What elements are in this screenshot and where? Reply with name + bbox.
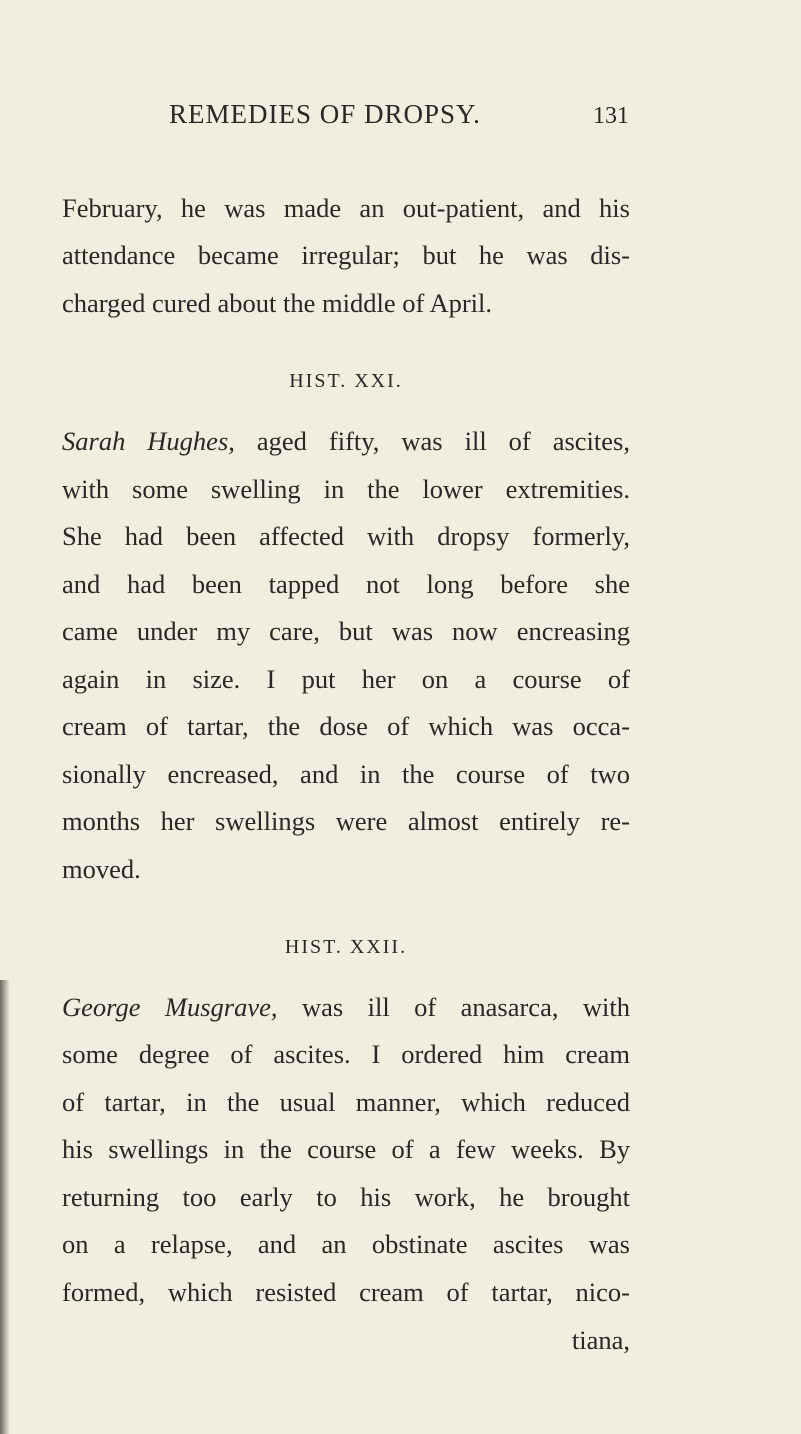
text-line: sionally encreased, and in the course of two <box>62 759 630 789</box>
text-line <box>62 423 630 459</box>
text-line: some degree of ascites. I ordered him cream <box>62 1039 630 1069</box>
text-line: cream of tartar, the dose of which was occa- <box>62 711 630 741</box>
text-line: of tartar, in the usual manner, which reduced <box>62 1087 630 1117</box>
text-line: his swellings in the course of a few weeks. By <box>62 1134 630 1164</box>
case-heading: HIST. XXI. <box>289 370 403 392</box>
text-line: came under my care, but was now encreasing <box>62 616 630 646</box>
text-line: She had been affected with dropsy formerly, <box>62 521 630 551</box>
catchword: tiana, <box>571 1325 630 1355</box>
text-line: returning too early to his work, he brought <box>62 1182 630 1212</box>
case-heading: HIST. XXII. <box>284 936 408 958</box>
text-line: and had been tapped not long before she <box>62 569 630 599</box>
header-title: REMEDIES OF DROPSY. <box>169 99 481 129</box>
text-line: February, he was made an out-patient, and his <box>62 193 630 223</box>
text-fragment: was ill of anasarca, with <box>277 992 631 1022</box>
text-line: with some swelling in the lower extremities. <box>62 474 630 504</box>
text-line: on a relapse, and an obstinate ascites was <box>62 1229 630 1259</box>
text-line: charged cured about the middle of April. <box>62 288 493 318</box>
text-line: formed, which resisted cream of tartar, nico- <box>62 1277 630 1307</box>
text-line: again in size. I put her on a course of <box>62 664 630 694</box>
page-number: 131 <box>593 103 629 129</box>
text-line: moved. <box>62 854 141 884</box>
running-header <box>169 96 629 136</box>
text-line: months her swellings were almost entirely re- <box>62 806 630 836</box>
text-fragment: aged fifty, was ill of ascites, <box>234 426 630 456</box>
text-line <box>62 989 630 1025</box>
page-edge-shadow <box>0 980 10 1434</box>
patient-name: George Musgrave, <box>62 992 278 1022</box>
patient-name: Sarah Hughes, <box>62 426 235 456</box>
text-line: attendance became irregular; but he was dis- <box>62 240 630 270</box>
